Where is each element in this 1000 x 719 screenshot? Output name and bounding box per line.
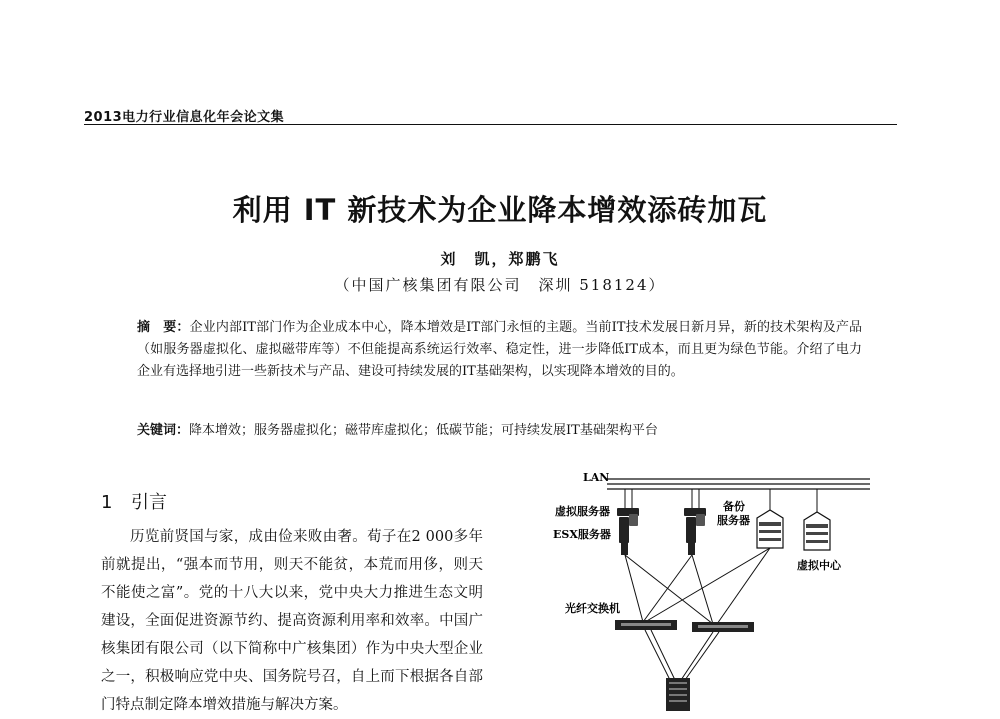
fiber-switch-2-icon xyxy=(692,622,754,632)
keywords xyxy=(137,420,862,442)
keywords-text: 降本增效；服务器虚拟化；磁带库虚拟化；低碳节能；可持续发展IT基础架构平台 xyxy=(189,423,658,438)
storage-array-icon xyxy=(666,678,690,711)
section-title: 引言 xyxy=(131,492,167,513)
virtual-center-icon xyxy=(804,512,830,550)
section-number: 1 xyxy=(101,492,113,513)
virtual-center-label: 虚拟中心 xyxy=(797,559,841,572)
storage-links xyxy=(645,630,719,680)
san-links xyxy=(625,548,770,624)
esx-server-2-icon xyxy=(684,508,706,555)
lan-drops xyxy=(625,489,817,512)
abstract-label: 摘 要： xyxy=(137,320,190,335)
keywords-label: 关键词： xyxy=(137,423,190,438)
running-head: 2013电力行业信息化年会论文集 xyxy=(84,110,285,125)
section-heading xyxy=(101,488,167,514)
esx-server-label: ESX服务器 xyxy=(553,528,611,541)
abstract-text: 企业内部IT部门作为企业成本中心，降本增效是IT部门永恒的主题。当前IT技术发展日新月异，新的技术架构及产品（如服务器虚拟化、虚拟磁带库等）不但能提高系统运行效率、稳定性，进一步降低IT成本，而且更为绿色节能。介绍了电力企业有选择地引进一些新技术与产品、建设可持续发展的IT基础架构，以实现降本增效的目的。 xyxy=(137,320,862,379)
lan-bus xyxy=(607,479,870,489)
paper-title: 利用 IT 新技术为企业降本增效添砖加瓦 xyxy=(232,193,768,227)
abstract xyxy=(137,317,862,383)
section-paragraph: 历览前贤国与家，成由俭来败由奢。荀子在2 000多年前就提出，“强本而节用，则天不能贫，本荒而用侈，则天不能使之富”。党的十八大以来，党中央大力推进生态文明建设，全面促进资源节约、提高资源利用率和效率。中国广核集团有限公司（以下简称中广核集团）作为中央大型企业之一，积极响应党中央、国务院号召，自上而下根据各自部门特点制定降本增效措施与解决方案。 xyxy=(101,529,483,713)
backup-label-1: 备份 xyxy=(723,500,745,513)
esx-server-1-icon xyxy=(617,508,639,555)
header-rule xyxy=(84,124,897,125)
fiber-switch-label: 光纤交换机 xyxy=(565,602,620,615)
backup-server-icon xyxy=(757,510,783,548)
virtual-server-label: 虚拟服务器 xyxy=(555,505,610,518)
lan-label: LAN xyxy=(583,471,610,484)
paper-affiliation: （中国广核集团有限公司 深圳 518124） xyxy=(334,276,666,294)
fiber-switch-1-icon xyxy=(615,620,677,630)
network-diagram xyxy=(545,468,885,711)
paper-authors: 刘 凯，郑鹏飞 xyxy=(440,250,560,268)
backup-label-2: 服务器 xyxy=(717,514,750,527)
